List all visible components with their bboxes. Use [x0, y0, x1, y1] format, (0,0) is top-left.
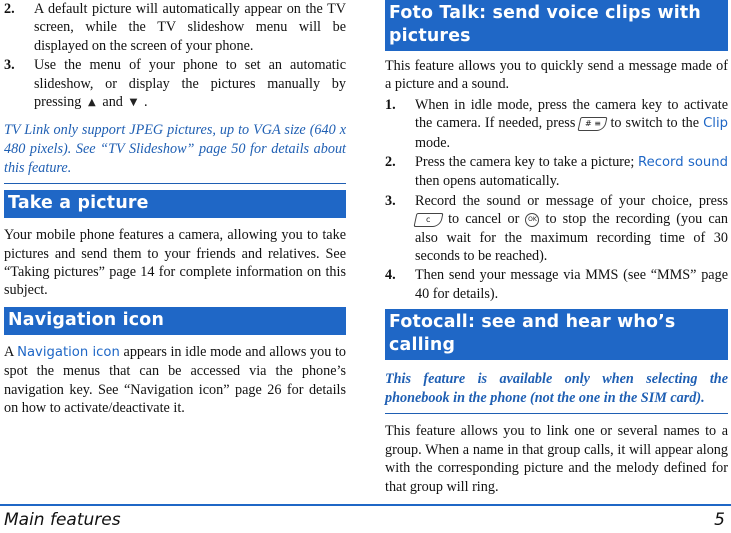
section-heading-navigation-icon: Navigation icon [4, 307, 346, 335]
hash-key-icon [578, 117, 608, 131]
fotocall-note: This feature is available only when selecting the phonebook in the phone (not the one in the SIM card). [385, 371, 728, 406]
step-text: When in idle mode, press the camera key to activate the camera. If needed, press [415, 96, 728, 132]
foto-talk-steps [385, 96, 728, 303]
step-text: Then send your message via MMS (see “MMS” page 40 for details). [415, 267, 728, 302]
step-text-end: . [143, 94, 148, 111]
step-text: Press the camera key to take a picture; [415, 154, 635, 171]
right-column [385, 0, 728, 496]
fotocall-note-block [385, 370, 728, 414]
step-text: A default picture will automatically appear on the TV screen, while the TV slideshow menu will be displayed on the screen of your phone. [34, 1, 346, 54]
list-item [385, 153, 728, 191]
clip-keyword: Clip [703, 116, 728, 132]
foto-talk-intro: This feature allows you to quickly send a message made of a picture and a sound. [385, 58, 728, 93]
section-heading-fotocall: Fotocall: see and hear who’s calling [385, 309, 728, 360]
footer-divider [0, 504, 731, 506]
step-number: 2. [385, 154, 396, 171]
step-number: 1. [385, 96, 396, 113]
navigation-icon-body [4, 343, 346, 418]
fotocall-body: This feature allows you to link one or several names to a group. When a name in that group calls, it will appear along with the corresponding picture and the melody defined for that group will ring. [385, 423, 728, 495]
nav-up-icon: ▲ [87, 96, 96, 108]
list-item [385, 266, 728, 303]
step-text-end: mode. [415, 134, 451, 151]
list-item [385, 192, 728, 266]
nav-down-icon: ▼ [129, 96, 138, 108]
body-prefix: A [4, 343, 14, 360]
tv-link-note: TV Link only support JPEG pictures, up to VGA size (640 x 480 pixels). See “TV Slideshow” page 50 for details about this feature. [4, 122, 346, 176]
navigation-icon-keyword: Navigation icon [17, 344, 120, 360]
top-steps-list [4, 0, 346, 111]
step-text: Record the sound or message of your choice, press [415, 192, 728, 209]
step-number: 3. [4, 57, 15, 74]
c-key-icon [414, 213, 444, 227]
body-suffix: appears in idle mode and allows you to spot the menus that can be accessed via the phone’s navigation key. See “Navigation icon” page 26 for details on how to activate/deactivate it. [4, 343, 346, 417]
list-item [4, 0, 346, 55]
key-label: OK [528, 215, 537, 223]
step-number: 3. [385, 192, 396, 209]
list-item [385, 96, 728, 152]
step-text: Use the menu of your phone to set an automatic slideshow, or display the pictures manually by pressing [34, 57, 346, 111]
section-heading-foto-talk: Foto Talk: send voice clips with pictures [385, 0, 728, 51]
step-text-end: to stop the recording (you can also wait for the maximum recording time of 30 seconds to be reached). [415, 211, 729, 265]
tv-link-note-block [4, 121, 346, 184]
left-column [4, 0, 346, 417]
key-label: c [426, 214, 431, 224]
page-number: 5 [714, 510, 725, 530]
key-label: # ≡ [584, 118, 601, 128]
step-text-mid: to cancel or [448, 211, 520, 228]
take-picture-body: Your mobile phone features a camera, allowing you to take pictures and send them to your friends and relatives. See “Taking pictures” page 14 for complete information on this subject. [4, 227, 346, 299]
step-text-and: and [102, 94, 123, 111]
section-heading-take-picture: Take a picture [4, 190, 346, 218]
step-number: 2. [4, 1, 15, 17]
step-text-mid: to switch to the [610, 115, 700, 132]
footer-section-title: Main features [4, 510, 121, 530]
ok-key-icon [525, 213, 539, 227]
step-text-end: then opens automatically. [415, 173, 560, 190]
list-item [4, 56, 346, 111]
record-sound-keyword: Record sound [638, 155, 728, 171]
step-number: 4. [385, 267, 396, 284]
